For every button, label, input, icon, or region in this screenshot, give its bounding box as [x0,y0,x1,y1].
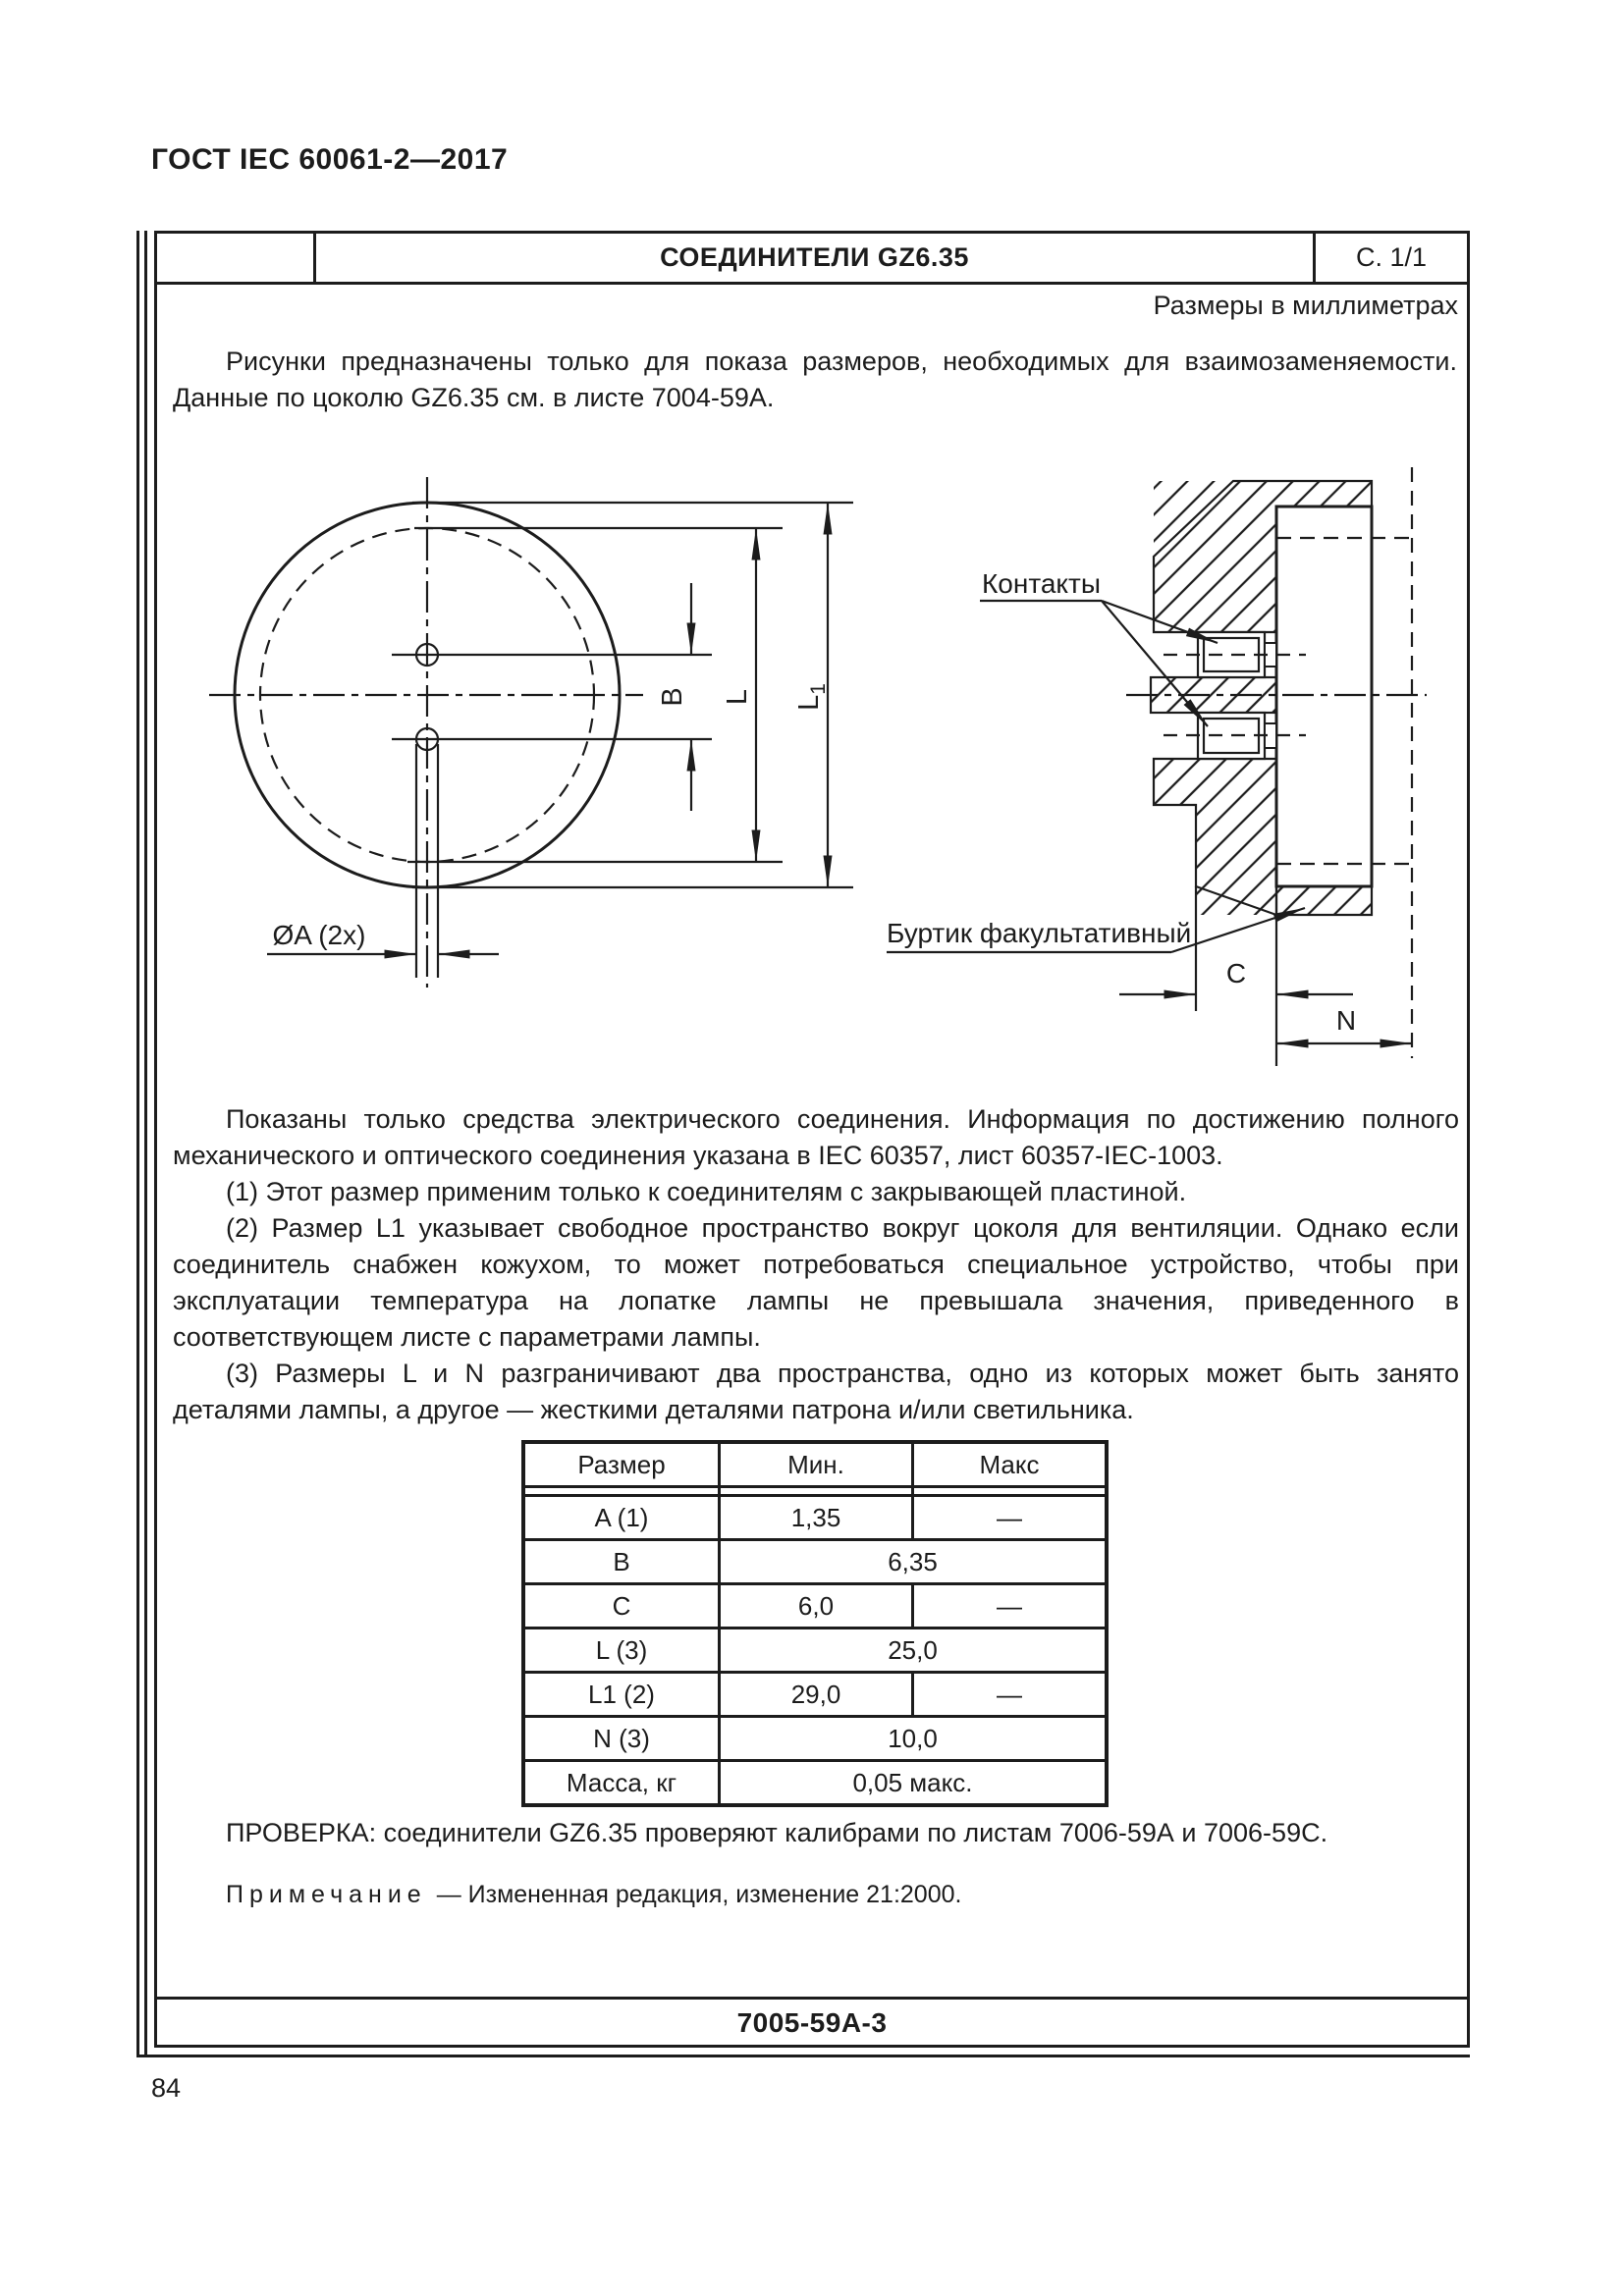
table-row [523,1761,1107,1806]
dim-b-label: B [657,687,688,707]
cell-min: 6,0 [720,1584,913,1629]
cell-size: A (1) [523,1496,720,1540]
revision-note [226,1881,961,1909]
note-paragraph: (3) Размеры L и N разграничивают два пространства, одно из которых может быть занято деталями лампы, а другое — жесткими деталями патрона и/или светильника. [173,1359,1459,1424]
frame-outer-rule-2 [144,231,147,2057]
note-paragraph: (1) Этот размер применим только к соединителям с закрывающей пластиной. [226,1177,1187,1206]
cell-size: L1 (2) [523,1673,720,1717]
dim-l-label: L [722,688,753,706]
header-empty-cell [157,234,316,282]
intro-paragraph: Рисунки предназначены только для показа размеров, необходимых для взаимозаменяемости. Данные по цоколю GZ6.35 см. в листе 7004-59А. [173,347,1457,412]
cell-size: C [523,1584,720,1629]
units-note: Размеры в миллиметрах [1153,291,1458,320]
cell-value: 10,0 [720,1717,1108,1761]
revision-note-text: — Измененная редакция, изменение 21:2000. [436,1881,962,1908]
note-paragraph: Показаны только средства электрического соединения. Информация по достижению полного механического и оптического соединения указана в IEC 60357, лист 60357-IEC-1003. [173,1104,1459,1170]
table-row [523,1673,1107,1717]
header-double-rule [523,1487,1107,1496]
col-header-min: Мин. [720,1442,913,1487]
cell-size: L (3) [523,1629,720,1673]
col-header-size: Размер [523,1442,720,1487]
front-view [209,477,853,988]
sheet-header-row [154,231,1470,285]
closing-plate [1276,507,1372,886]
verification-paragraph: ПРОВЕРКА: соединители GZ6.35 проверяют калибрами по листам 7006-59А и 7006-59С. [226,1818,1328,1847]
sheet-number-footer: 7005-59А-3 [154,1997,1470,2045]
table-row [523,1540,1107,1584]
technical-drawing [154,430,1470,1095]
dim-c-label: C [1225,958,1247,988]
cell-max: — [913,1496,1108,1540]
cell-value: 25,0 [720,1629,1108,1673]
table-row [523,1629,1107,1673]
contacts-label: Контакты [982,568,1101,599]
dim-a-label: ØA (2x) [272,920,366,950]
document-code: ГОСТ IEC 60061-2—2017 [151,143,509,176]
sheet-page-ref: С. 1/1 [1313,234,1467,282]
dimension-table [521,1440,1109,1807]
table-row [523,1496,1107,1540]
cell-value: 0,05 макс. [720,1761,1108,1806]
frame-bottom-rule [136,2055,1470,2057]
holder-body-lower [1154,759,1276,915]
note-paragraph: (2) Размер L1 указывает свободное пространство вокруг цоколя для вентиляции. Однако если соединитель снабжен кожухом, то может потребоваться специальное устройство, чтобы при эксплуатации температура на лопатке лампы не превышала значения, приведенного в соответствующем листе с параметрами лампы. [173,1213,1459,1352]
cell-max: — [913,1673,1108,1717]
cell-min: 29,0 [720,1673,913,1717]
cell-max: — [913,1584,1108,1629]
cell-min: 1,35 [720,1496,913,1540]
table-row [523,1717,1107,1761]
dim-l1-label: $L_1$ [793,683,830,711]
table-row [523,1584,1107,1629]
revision-note-label: Примечание [226,1881,427,1908]
section-view [887,467,1427,1066]
sheet-title: СОЕДИНИТЕЛИ GZ6.35 [660,242,969,272]
col-header-max: Макс [913,1442,1108,1487]
cell-size: B [523,1540,720,1584]
table-header-row [523,1442,1107,1487]
notes-block [173,1101,1459,1428]
frame-outer-rule-1 [136,231,139,2057]
collar-section [1276,886,1372,915]
page-number: 84 [151,2073,182,2103]
cell-size: N (3) [523,1717,720,1761]
cell-size: Масса, кг [523,1761,720,1806]
collar-label: Буртик факультативный [887,918,1192,948]
dim-n-label: N [1335,1005,1357,1036]
cell-value: 6,35 [720,1540,1108,1584]
